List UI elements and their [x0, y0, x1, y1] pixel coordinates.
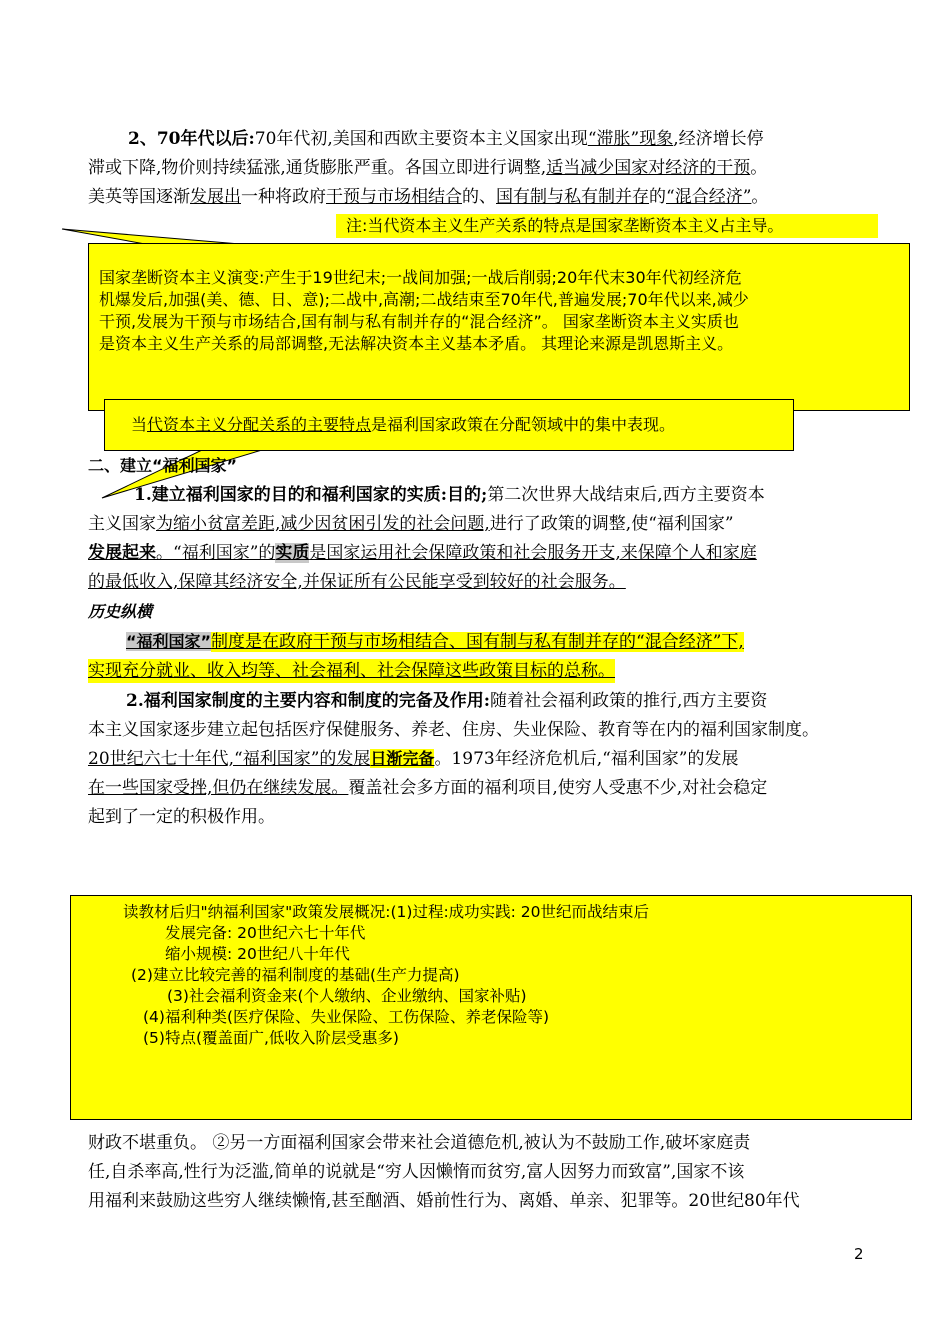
callout-box-monopoly-capitalism [88, 243, 910, 411]
callout1-line: 国家垄断资本主义演变:产生于19世纪末;一战间加强;一战后削弱;20年代末30年代初经济危 [99, 268, 742, 287]
summary-line: 缩小规模: 20世纪八十年代 [165, 945, 350, 963]
para3-line1: 2.福利国家制度的主要内容和制度的完备及作用:随着社会福利政策的推行,西方主要资 [126, 691, 768, 711]
para3-line2: 本主义国家逐步建立起包括医疗保健服务、养老、住房、失业保险、教育等在内的福利国家制度。 [88, 720, 819, 740]
para4-line3: 用福利来鼓励这些穷人继续懒惰,甚至酗酒、婚前性行为、离婚、单亲、犯罪等。20世纪80年代 [88, 1191, 800, 1211]
para1-line2: 滞或下降,物价则持续猛涨,通货膨胀严重。各国立即进行调整,适当减少国家对经济的干预。 [88, 158, 768, 178]
para2-line2: 主义国家为缩小贫富差距,减少因贫困引发的社会问题,进行了政策的调整,使“福利国家” [88, 514, 734, 534]
page-number: 2 [854, 1245, 864, 1263]
summary-line: 发展完备: 20世纪六七十年代 [165, 924, 366, 942]
history-line2: 实现充分就业、收入均等、社会福利、社会保障这些政策目标的总称。 [88, 661, 615, 681]
summary-box-welfare [70, 895, 912, 1120]
para2-line1: 1.建立福利国家的目的和福利国家的实质:目的;第二次世界大战结束后,西方主要资本 [134, 485, 765, 505]
para1-heading: 2、70年代以后: [128, 129, 255, 149]
note-highlight: 注:当代资本主义生产关系的特点是国家垄断资本主义占主导。 [336, 214, 878, 238]
callout1-line: 是资本主义生产关系的局部调整,无法解决资本主义基本矛盾。 其理论来源是凯恩斯主义。 [99, 334, 734, 353]
summary-line: (5)特点(覆盖面广,低收入阶层受惠多) [143, 1029, 399, 1047]
para2-line4: 的最低收入,保障其经济安全,并保证所有公民能享受到较好的社会服务。 [88, 572, 626, 592]
para3-line4: 在一些国家受挫,但仍在继续发展。覆盖社会多方面的福利项目,使穷人受惠不少,对社会稳定 [88, 778, 768, 798]
history-line1: “福利国家”制度是在政府干预与市场相结合、国有制与私有制并存的“混合经济”下, [126, 632, 744, 652]
summary-line: (4)福利种类(医疗保险、失业保险、工伤保险、养老保险等) [143, 1008, 550, 1026]
callout2-text: 当代资本主义分配关系的主要特点是福利国家政策在分配领域中的集中表现。 [131, 415, 676, 434]
para1-line1: 2、70年代以后:70年代初,美国和西欧主要资本主义国家出现“滞胀”现象,经济增长停 [128, 129, 764, 149]
summary-line: (3)社会福利资金来(个人缴纳、企业缴纳、国家补贴) [167, 987, 527, 1005]
summary-line: (2)建立比较完善的福利制度的基础(生产力提高) [131, 966, 460, 984]
callout-box-distribution [104, 399, 794, 451]
para4-line2: 任,自杀率高,性行为泛滥,简单的说就是“穷人因懒惰而贫穷,富人因努力而致富”,国家不该 [88, 1162, 745, 1182]
para1-line3: 美英等国逐渐发展出一种将政府干预与市场相结合的、国有制与私有制并存的“混合经济”。 [88, 187, 769, 207]
para2-line3: 发展起来。“福利国家”的实质是国家运用社会保障政策和社会服务开支,来保障个人和家庭 [88, 543, 757, 563]
callout1-line: 干预,发展为干预与市场结合,国有制与私有制并存的“混合经济”。 国家垄断资本主义实质也 [99, 312, 739, 331]
summary-line: 读教材后归"纳福利国家"政策发展概况:(1)过程:成功实践: 20世纪而战结束后 [123, 903, 650, 921]
callout1-pointer [62, 229, 240, 244]
history-title: 历史纵横 [88, 602, 153, 621]
para3-line5: 起到了一定的积极作用。 [88, 807, 275, 827]
para3-line3: 20世纪六七十年代,“福利国家”的发展日渐完备。1973年经济危机后,“福利国家”的发展 [88, 749, 739, 769]
callout1-line: 机爆发后,加强(美、德、日、意);二战中,高潮;二战结束至70年代,普遍发展;70年代以来,减少 [99, 290, 749, 309]
para4-line1: 财政不堪重负。 ②另一方面福利国家会带来社会道德危机,被认为不鼓励工作,破坏家庭责 [88, 1133, 751, 1153]
section-title: 二、建立“福利国家” [88, 456, 238, 475]
